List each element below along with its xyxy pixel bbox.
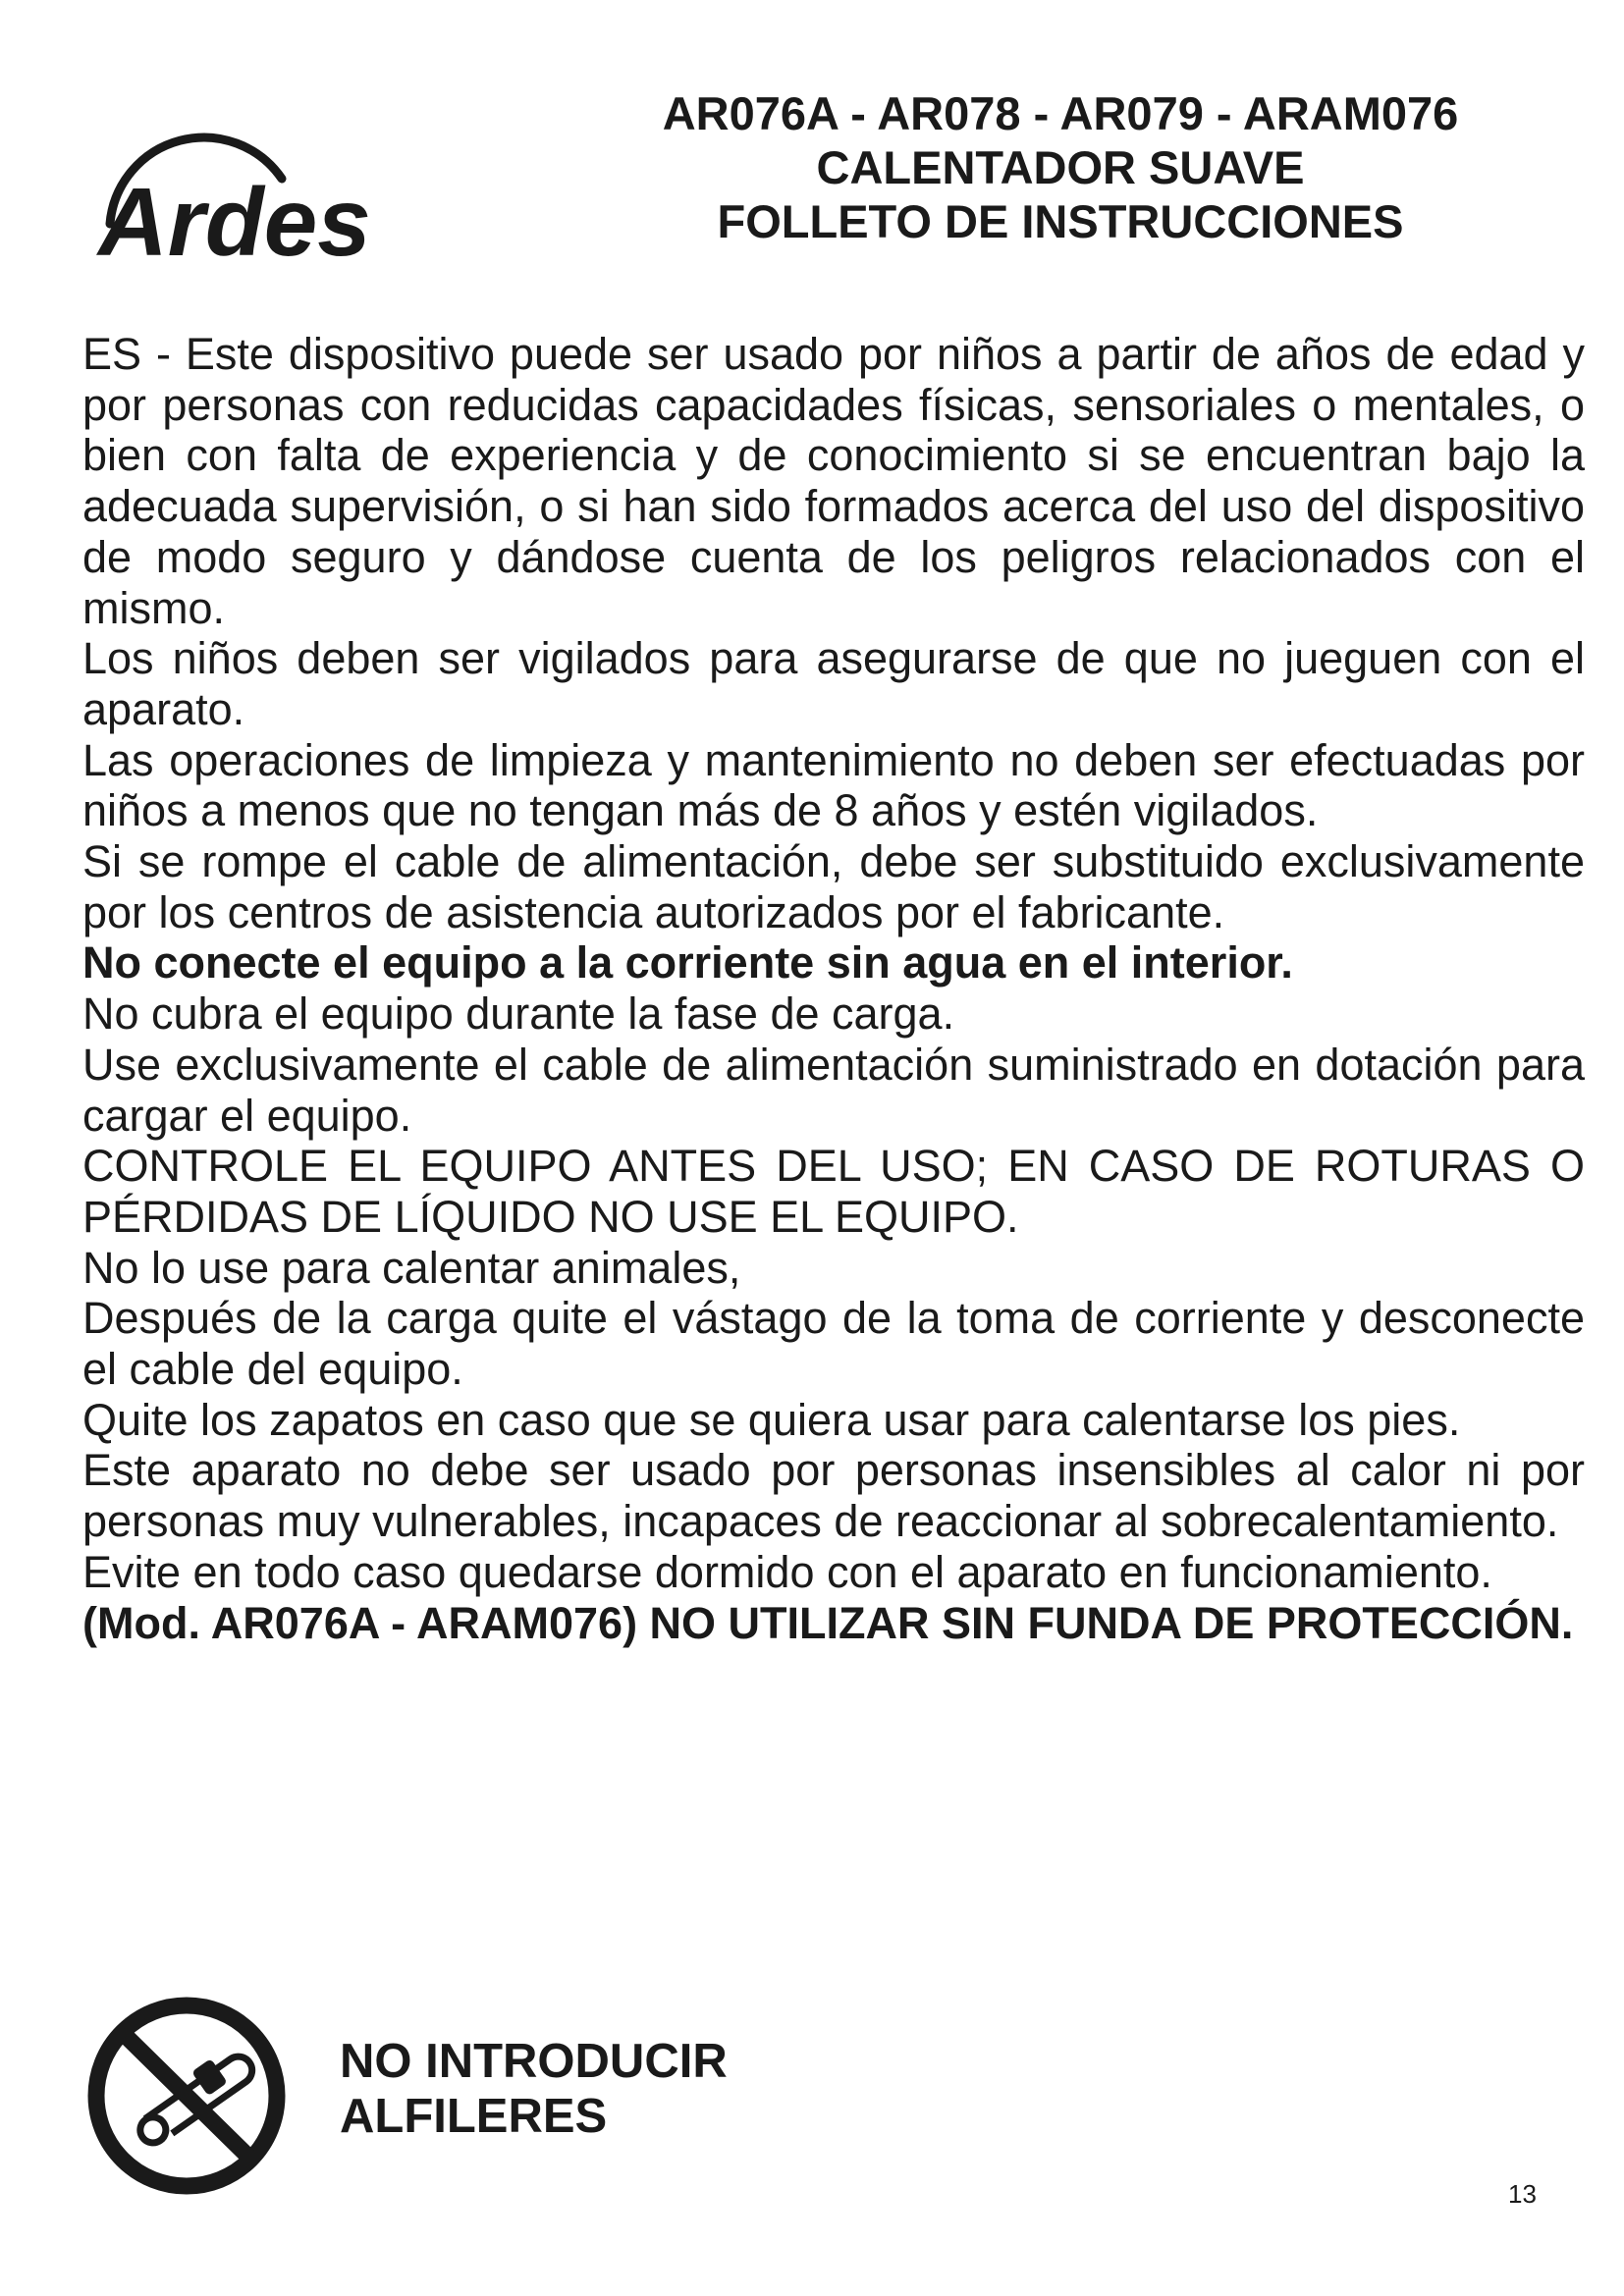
- document-title: FOLLETO DE INSTRUCCIONES: [717, 195, 1404, 247]
- no-pins-warning-icon: [79, 1993, 295, 2199]
- ardes-logo: [81, 118, 434, 275]
- instruction-paragraph: Quite los zapatos en caso que se quiera usar para calentarse los pies.: [82, 1394, 1461, 1445]
- instruction-paragraph: Use exclusivamente el cable de alimentación suministrado en dotación para cargar el equipo.: [82, 1039, 1585, 1141]
- warning-paragraph: (Mod. AR076A - ARAM076) NO UTILIZAR SIN FUNDA DE PROTECCIÓN.: [82, 1597, 1574, 1648]
- instruction-paragraph: Después de la carga quite el vástago de la toma de corriente y desconecte el cable del equipo.: [82, 1293, 1585, 1395]
- page-number: 13: [1508, 2179, 1537, 2209]
- instruction-paragraph: Si se rompe el cable de alimentación, debe ser substituido exclusivamente por los centros de asistencia autorizados por el fabricante.: [82, 836, 1585, 937]
- instruction-paragraph: Evite en todo caso quedarse dormido con el aparato en funcionamiento.: [82, 1546, 1492, 1597]
- instruction-paragraph: Este aparato no debe ser usado por personas insensibles al calor ni por personas muy vulnerables, incapaces de reaccionar al sobrecalentamiento.: [82, 1445, 1585, 1547]
- warning-label: [340, 2034, 728, 2144]
- instruction-paragraph: ES - Este dispositivo puede ser usado por niños a partir de años de edad y por personas con reducidas capacidades físicas, sensoriales o mentales, o bien con falta de experiencia y de conocimiento si se encuentran bajo la adecuada supervisión, o si han sido formados acerca del uso del dispositivo de modo seguro y dándose cuenta de los peligros relacionados con el mismo.: [82, 329, 1585, 633]
- instruction-paragraph: No lo use para calentar animales,: [82, 1242, 741, 1293]
- instructions-body: [82, 329, 1585, 1648]
- instruction-paragraph: Las operaciones de limpieza y mantenimiento no deben ser efectuadas por niños a menos que no tengan más de 8 años y estén vigilados.: [82, 734, 1585, 836]
- product-name: CALENTADOR SUAVE: [816, 141, 1305, 193]
- instruction-paragraph: Los niños deben ser vigilados para asegurarse de que no jueguen con el aparato.: [82, 633, 1585, 734]
- model-numbers: AR076A - AR078 - AR079 - ARAM076: [662, 87, 1459, 139]
- warning-line-1: NO INTRODUCIR: [340, 2035, 728, 2088]
- warning-line-2: ALFILERES: [340, 2090, 608, 2143]
- document-header: [589, 86, 1532, 248]
- warning-paragraph: No conecte el equipo a la corriente sin agua en el interior.: [82, 937, 1293, 988]
- ardes-logo-icon: [81, 118, 434, 275]
- ardes-logo-text: Ardes: [98, 168, 371, 275]
- instruction-paragraph: CONTROLE EL EQUIPO ANTES DEL USO; EN CASO DE ROTURAS O PÉRDIDAS DE LÍQUIDO NO USE EL EQUIPO.: [82, 1141, 1585, 1242]
- instruction-paragraph: No cubra el equipo durante la fase de carga.: [82, 988, 955, 1040]
